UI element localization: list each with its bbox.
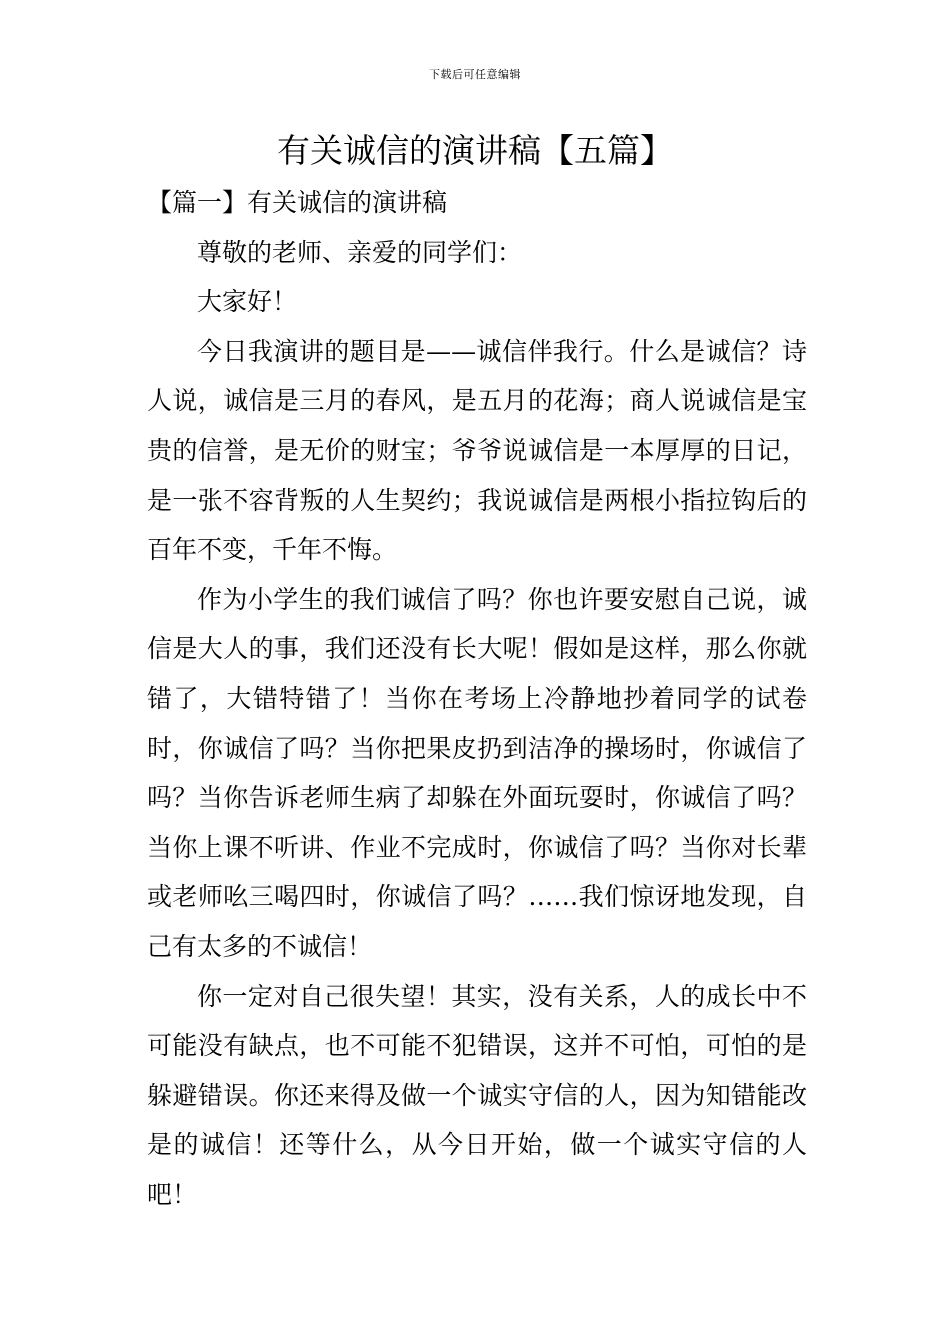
- section-heading: 【篇一】有关诚信的演讲稿: [147, 188, 448, 217]
- document-body: [147, 178, 807, 1219]
- document-title: 有关诚信的演讲稿【五篇】: [277, 131, 673, 170]
- body-paragraph: 你一定对自己很失望！其实，没有关系，人的成长中不可能没有缺点，也不可能不犯错误，这并不可怕，可怕的是躲避错误。你还来得及做一个诚实守信的人，因为知错能改是的诚信！还等什么，从今日开始，做一个诚实守信的人吧！: [147, 981, 807, 1209]
- salutation-paragraph: 尊敬的老师、亲爱的同学们：: [197, 237, 523, 267]
- header-note: 下载后可任意编辑: [429, 68, 521, 81]
- body-paragraph: 作为小学生的我们诚信了吗？你也许要安慰自己说，诚信是大人的事，我们还没有长大呢！假如是这样，那么你就错了，大错特错了！当你在考场上冷静地抄着同学的试卷时，你诚信了吗？当你把果皮扔到洁净的操场时，你诚信了吗？当你告诉老师生病了却躲在外面玩耍时，你诚信了吗？当你上课不听讲、作业不完成时，你诚信了吗？当你对长辈或老师吆三喝四时，你诚信了吗？……我们惊讶地发现，自己有太多的不诚信！: [147, 584, 807, 961]
- greeting-paragraph: 大家好！: [197, 287, 298, 317]
- body-paragraph: 今日我演讲的题目是——诚信伴我行。什么是诚信？诗人说，诚信是三月的春风，是五月的花海；商人说诚信是宝贵的信誉，是无价的财宝；爷爷说诚信是一本厚厚的日记，是一张不容背叛的人生契约；我说诚信是两根小指拉钩后的百年不变，千年不悔。: [147, 336, 807, 565]
